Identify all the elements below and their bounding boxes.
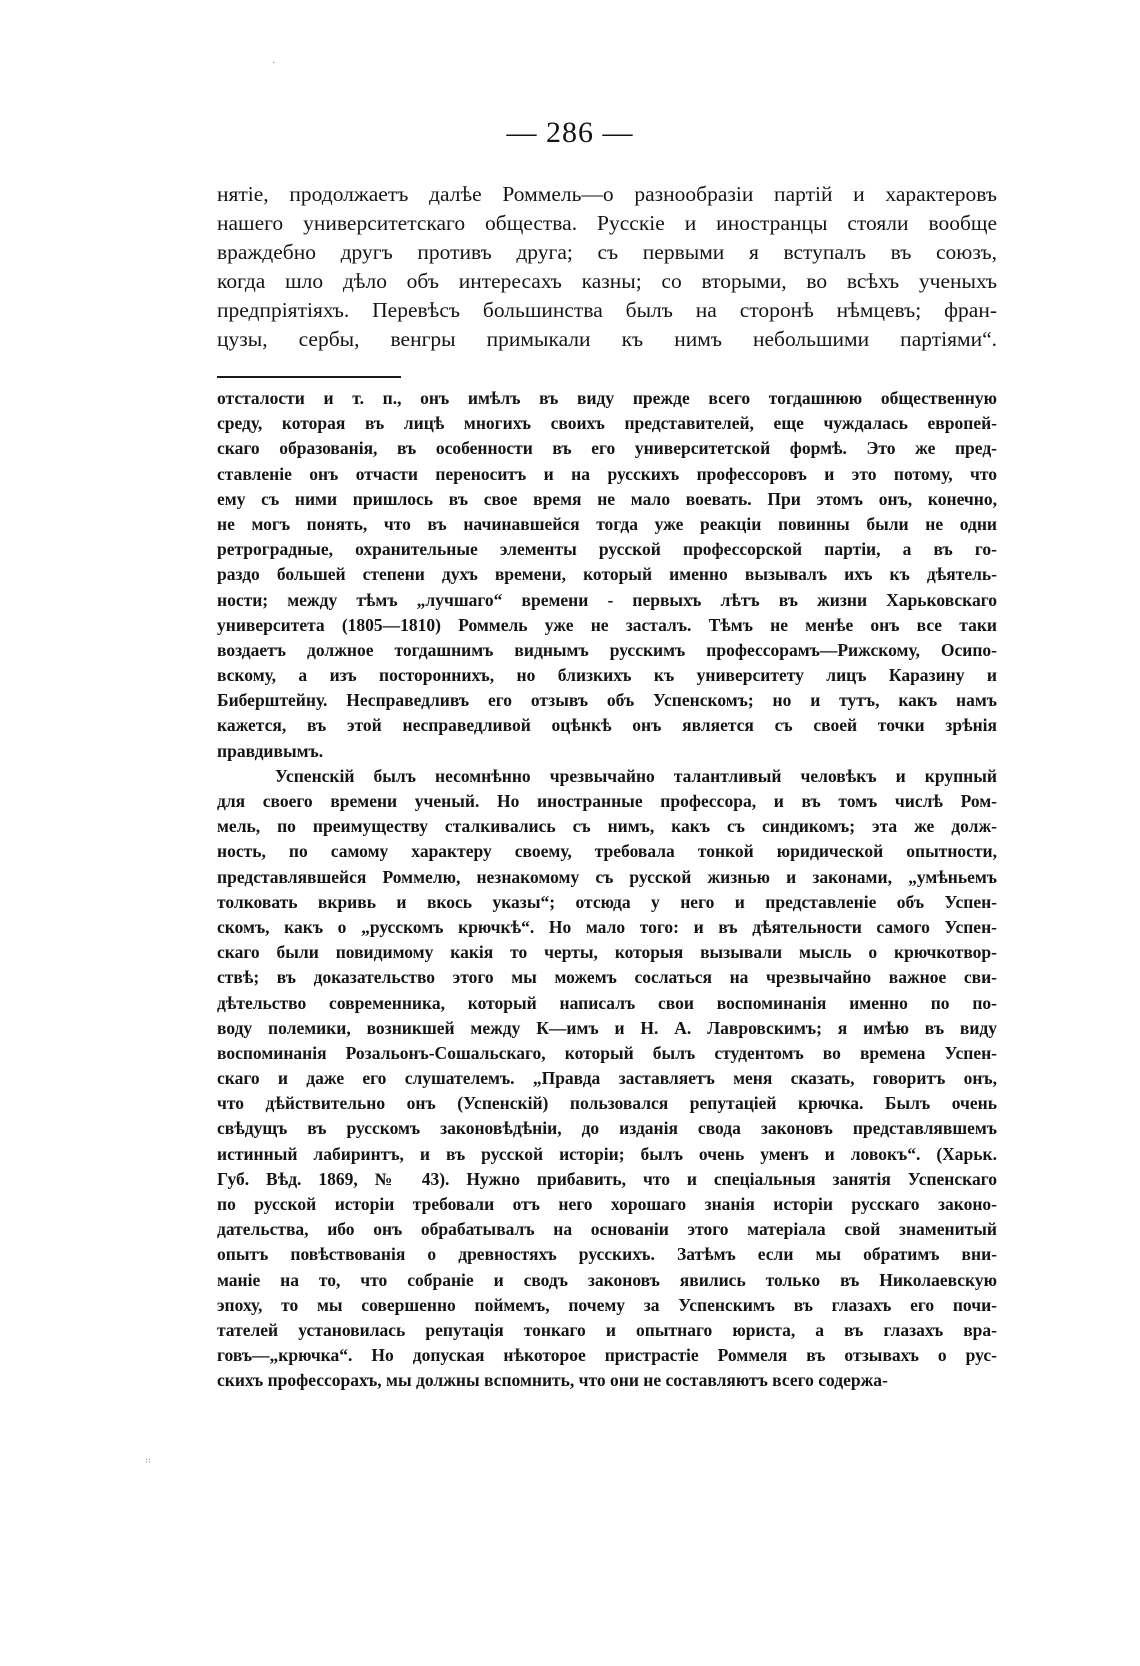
page-number: — 286 — (506, 116, 634, 149)
footnote-line: опытъ повѣствованія о древностяхъ русскихъ. Затѣмъ если мы обратимъ вни- (217, 1244, 997, 1265)
footnote-divider (217, 376, 401, 378)
footnote-line: дательства, ибо онъ обрабатывалъ на основаніи этого матеріала свой знаменитый (217, 1219, 997, 1240)
footnote-line: скихъ профессорахъ, мы должны вспомнить, что они не составляютъ всего содержа- (217, 1370, 888, 1391)
footnote-line: кажется, въ этой несправедливой оцѣнкѣ онъ является съ своей точки зрѣнія (217, 715, 997, 736)
footnote-line: воздаетъ должное тогдашнимъ виднымъ русскимъ профессорамъ—Рижскому, Осипо- (217, 639, 997, 660)
footnote-line: ему съ ними пришлось въ свое время не мало воевать. При этомъ онъ, конечно, (217, 488, 997, 509)
footnote-paragraph-start: Успенскій былъ несомнѣнно чрезвычайно талантливый человѣкъ и крупный (275, 765, 997, 786)
main-line: враждебно другъ противъ друга; съ первыми я вступалъ въ союзъ, (217, 240, 997, 264)
footnote-line: скаго образованія, въ особенности въ его университетской формѣ. Это же пред- (217, 438, 997, 459)
footnote-line: Губ. Вѣд. 1869, № 43). Нужно прибавить, что и спеціальныя занятія Успенскаго (217, 1168, 997, 1189)
footnote-text (217, 386, 997, 1394)
scan-speck: ⁘ (140, 1454, 154, 1469)
footnote-line: университета (1805—1810) Роммель уже не засталъ. Тѣмъ не менѣе онъ все таки (217, 614, 997, 635)
footnote-line: что дѣйствительно онъ (Успенскій) пользовался репутаціей крючка. Былъ очень (217, 1093, 997, 1114)
footnote-line: ности; между тѣмъ „лучшаго“ времени - первыхъ лѣтъ въ жизни Харьковскаго (217, 589, 997, 610)
scan-speck: · (272, 58, 276, 69)
footnote-line: мель, по преимуществу сталкивались съ нимъ, какъ съ синдикомъ; эта же долж- (217, 816, 997, 837)
footnote-line: вскому, а изъ постороннихъ, но близкихъ къ университету лицъ Каразину и (217, 665, 997, 686)
footnote-line: толковать вкривь и вкось указы“; отсюда у него и представленіе объ Успен- (217, 891, 997, 912)
footnote-line: скаго и даже его слушателемъ. „Правда заставляетъ меня сказать, говоритъ онъ, (217, 1068, 997, 1089)
footnote-line: Биберштейну. Несправедливъ его отзывъ объ Успенскомъ; но и тутъ, какъ намъ (217, 690, 997, 711)
footnote-line: ствѣ; въ доказательство этого мы можемъ сослаться на чрезвычайно важное сви- (217, 967, 997, 988)
footnote-line: по русской исторіи требовали отъ него хорошаго знанія исторіи русскаго законо- (217, 1194, 997, 1214)
main-line: нашего университетскаго общества. Русскіе и иностранцы стояли вообще (217, 211, 997, 235)
main-line: предпріятіяхъ. Перевѣсъ большинства былъ на сторонѣ нѣмцевъ; фран- (217, 298, 997, 322)
footnote-line: ретроградные, охранительные элементы русской профессорской партіи, а въ го- (217, 539, 997, 560)
footnote-line: представлявшейся Роммелю, незнакомому съ русской жизнью и законами, „умѣньемъ (217, 866, 997, 887)
footnote-line: скомъ, какъ о „русскомъ крючкѣ“. Но мало того: и въ дѣятельности самого Успен- (217, 916, 997, 937)
footnote-line: тателей установилась репутація тонкаго и опытнаго юриста, а въ глазахъ вра- (217, 1319, 997, 1340)
footnote-line: маніе на то, что собраніе и сводъ законовъ явились только въ Николаевскую (217, 1269, 997, 1290)
footnote-line: раздо большей степени духъ времени, который именно вызывалъ ихъ къ дѣятель- (217, 564, 997, 585)
footnote-line: говъ—„крючка“. Но допуская нѣкоторое пристрастіе Роммеля въ отзывахъ о рус- (217, 1345, 997, 1366)
main-line: цузы, сербы, венгры примыкали къ нимъ небольшими партіями“. (217, 327, 997, 351)
footnote-line: среду, которая въ лицѣ многихъ своихъ представителей, еще чуждалась европей- (217, 413, 997, 434)
footnote-line: дѣтельство современника, который написалъ свои воспоминанія именно по по- (217, 992, 997, 1013)
main-line: когда шло дѣло объ интересахъ казны; со вторыми, во всѣхъ ученыхъ (217, 269, 997, 293)
footnote-line: скаго были повидимому какія то черты, которыя вызывали мысль о крючкотвор- (217, 942, 997, 963)
footnote-line: ность, по самому характеру своему, требовала тонкой юридической опытности, (217, 841, 997, 862)
main-line: нятіе, продолжаетъ далѣе Роммель—о разнообразіи партій и характеровъ (217, 182, 997, 206)
footnote-line: для своего времени ученый. Но иностранные профессора, и въ томъ числѣ Ром- (217, 791, 997, 811)
footnote-line: воду полемики, возникшей между К—имъ и Н. А. Лавровскимъ; я имѣю въ виду (217, 1017, 997, 1038)
footnote-line: ставленіе онъ отчасти переноситъ и на русскихъ профессоровъ и это потому, что (217, 463, 997, 484)
footnote-line: воспоминанія Розальонъ-Сошальскаго, который былъ студентомъ во времена Успен- (217, 1042, 997, 1063)
footnote-line: не могъ понять, что въ начинавшейся тогда уже реакціи повинны были не одни (217, 513, 997, 534)
footnote-line: истинный лабиринтъ, и въ русской исторіи; былъ очень уменъ и ловокъ“. (Харьк. (217, 1143, 997, 1164)
footnote-line: отсталости и т. п., онъ имѣлъ въ виду прежде всего тогдашнюю общественную (217, 388, 997, 408)
footnote-line: свѣдущъ въ русскомъ законовѣдѣніи, до изданія свода законовъ представлявшемъ (217, 1118, 997, 1139)
footnote-line: правдивымъ. (217, 740, 324, 761)
main-text (217, 180, 997, 354)
footnote-line: эпоху, то мы совершенно поймемъ, почему за Успенскимъ въ глазахъ его почи- (217, 1294, 997, 1315)
